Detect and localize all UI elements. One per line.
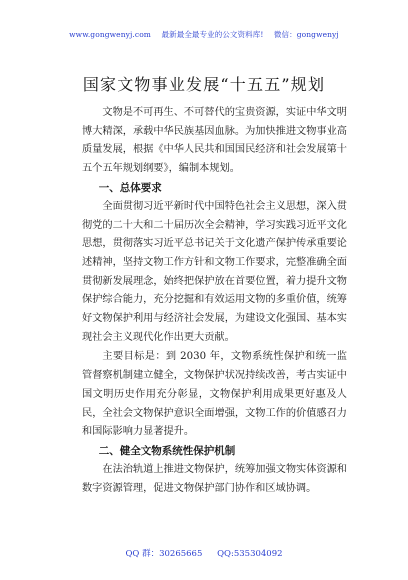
section2-paragraph-1: 在法治轨道上推进文物保护，统筹加强文物实体资源和数字资源管理，促进文物保护部门协作和区域协调。 — [82, 463, 347, 494]
qq-group: QQ 群：30265665 — [125, 549, 203, 559]
section-heading-general-requirements: 一、总体要求 — [98, 181, 162, 194]
intro-paragraph: 文物是不可再生、不可替代的宝贵资源，实证中华文明博大精深，承载中华民族基因血脉。为加快推进文物事业高质量发展，根据《中华人民共和国国民经济和社会发展第十五个五年规划纲要》，编制本规划。 — [82, 107, 347, 175]
document-title: 国家文物事业发展“十五五”规划 — [82, 75, 326, 94]
top-banner — [0, 29, 408, 40]
footer-contact — [0, 547, 408, 559]
site-slogan: 最新最全最专业的公文资料库! — [161, 30, 264, 39]
section-heading-protection-mechanism: 二、健全文物系统性保护机制 — [98, 444, 236, 457]
wechat-id: 微信：gongwenyj — [273, 30, 339, 39]
document-body — [82, 104, 347, 498]
section1-paragraph-2: 主要目标是：到 2030 年，文物系统性保护和统一监管督察机制建立健全，文物保护状况持续改善，考古实证中国文明历史作用充分彰显，文物保护利用成果更好惠及人民，全社会文物保护意识全面增强，文物工作的价值感召力和国际影响力显著提升。 — [82, 351, 347, 438]
site-url[interactable]: www.gongwenyj.com — [69, 30, 152, 39]
section1-paragraph-1: 全面贯彻习近平新时代中国特色社会主义思想，深入贯彻党的二十大和二十届历次全会精神，学习实践习近平文化思想，贯彻落实习近平总书记关于文化遗产保护传承重要论述精神，坚持文物工作方针和文物工作要求，完整准确全面贯彻新发展理念，始终把保护放在首要位置，着力提升文物保护综合能力，充分挖掘和有效运用文物的多重价值，统筹好文物保护利用与经济社会发展，为建设文化强国、基本实现社会主义现代化作出更大贡献。 — [82, 200, 347, 343]
qq-number: QQ:535304092 — [217, 549, 283, 559]
